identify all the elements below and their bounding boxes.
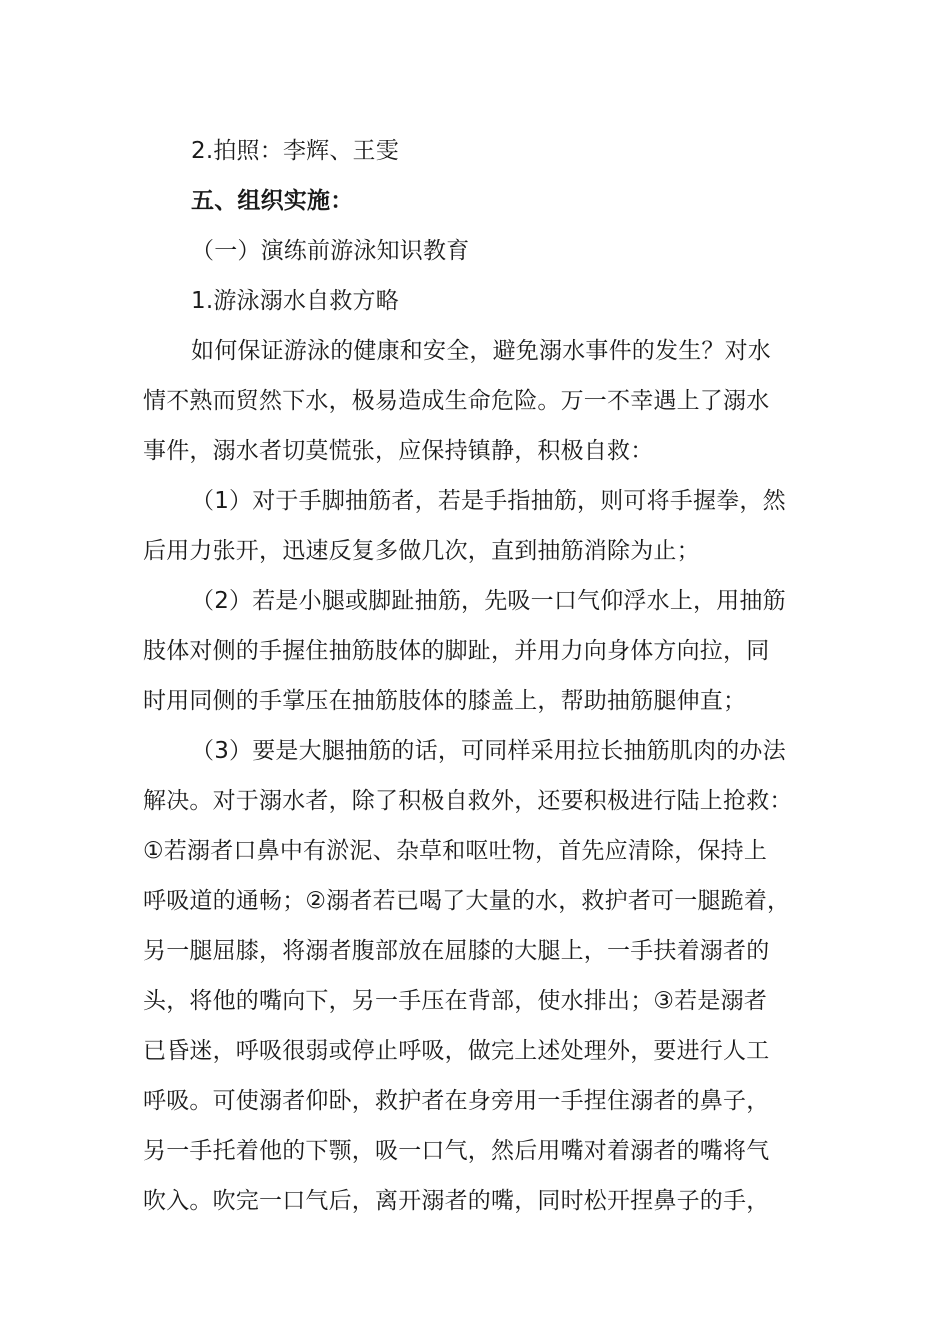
text-line-photography: 2.拍照：李辉、王雯 bbox=[191, 138, 399, 164]
paragraph-line: 如何保证游泳的健康和安全，避免溺水事件的发生？对水 bbox=[191, 338, 771, 364]
paragraph-line: 时用同侧的手掌压在抽筋肢体的膝盖上，帮助抽筋腿伸直； bbox=[143, 688, 747, 714]
paragraph-line: ①若溺者口鼻中有淤泥、杂草和呕吐物，首先应清除，保持上 bbox=[143, 838, 768, 864]
paragraph-line: 事件，溺水者切莫慌张，应保持镇静，积极自救： bbox=[143, 438, 654, 464]
paragraph-line: 呼吸道的通畅；②溺者若已喝了大量的水，救护者可一腿跪着， bbox=[143, 888, 791, 914]
paragraph-line: 解决。对于溺水者，除了积极自救外，还要积极进行陆上抢救： bbox=[143, 788, 793, 814]
paragraph-line: 呼吸。可使溺者仰卧，救护者在身旁用一手捏住溺者的鼻子， bbox=[143, 1088, 770, 1114]
paragraph-line: 后用力张开，迅速反复多做几次，直到抽筋消除为止； bbox=[143, 538, 700, 564]
paragraph-line: 肢体对侧的手握住抽筋肢体的脚趾，并用力向身体方向拉，同 bbox=[143, 638, 770, 664]
paragraph-line: 已昏迷，呼吸很弱或停止呼吸，做完上述处理外，要进行人工 bbox=[143, 1038, 770, 1064]
document-body bbox=[143, 126, 810, 1226]
paragraph-line: 头，将他的嘴向下，另一手压在背部，使水排出；③若是溺者 bbox=[143, 988, 768, 1014]
paragraph-line: （2）若是小腿或脚趾抽筋，先吸一口气仰浮水上，用抽筋 bbox=[191, 588, 786, 614]
paragraph-line: 另一手托着他的下颚，吸一口气，然后用嘴对着溺者的嘴将气 bbox=[143, 1138, 770, 1164]
paragraph-line: 情不熟而贸然下水，极易造成生命危险。万一不幸遇上了溺水 bbox=[143, 388, 770, 414]
subsection-heading: （一）演练前游泳知识教育 bbox=[191, 238, 470, 264]
paragraph-line: （1）对于手脚抽筋者，若是手指抽筋，则可将手握拳，然 bbox=[191, 488, 786, 514]
item-heading: 1.游泳溺水自救方略 bbox=[191, 288, 399, 314]
paragraph-line: 吹入。吹完一口气后，离开溺者的嘴，同时松开捏鼻子的手， bbox=[143, 1188, 770, 1214]
paragraph-line: （3）要是大腿抽筋的话，可同样采用拉长抽筋肌肉的办法 bbox=[191, 738, 786, 764]
paragraph-line: 另一腿屈膝，将溺者腹部放在屈膝的大腿上，一手扶着溺者的 bbox=[143, 938, 770, 964]
section-heading: 五、组织实施： bbox=[191, 188, 354, 214]
